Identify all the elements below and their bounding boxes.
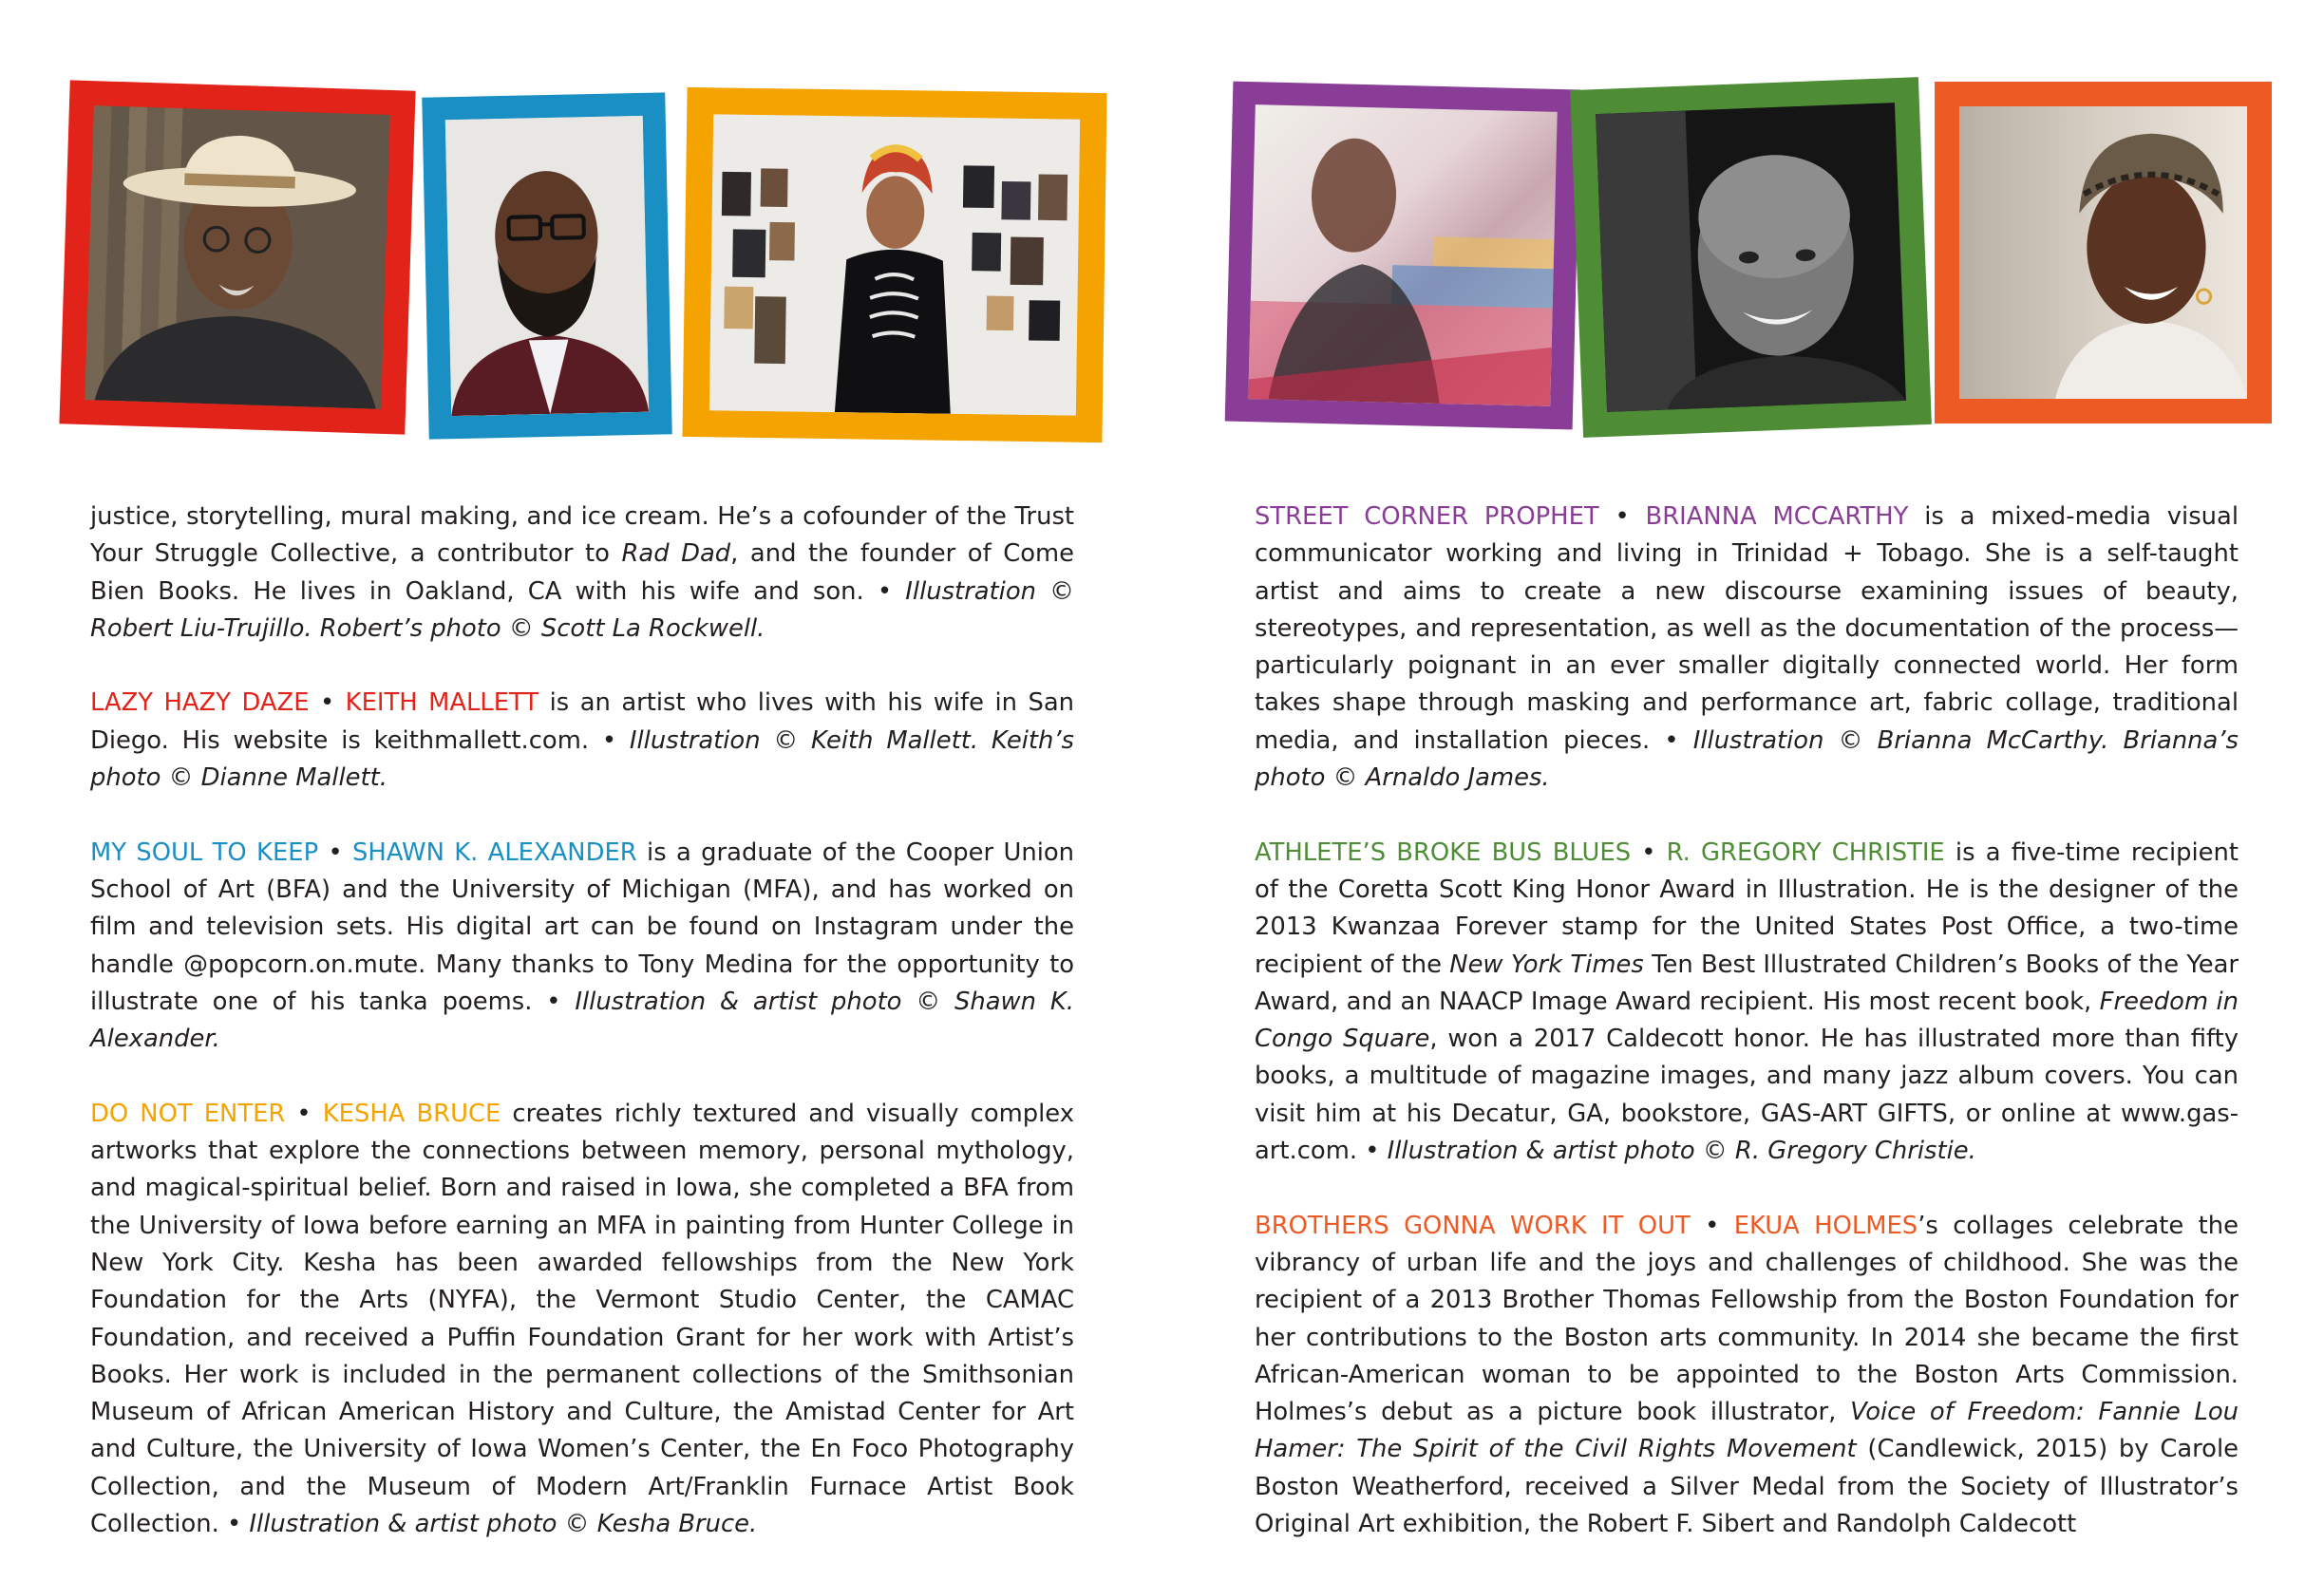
photo-credit: Illustration © Brianna McCarthy. Brianna’s photo © Arnaldo James. xyxy=(1255,726,2239,792)
publication-title: New York Times xyxy=(1449,950,1644,979)
artist-name: R. GREGORY CHRISTIE xyxy=(1667,838,1945,867)
photo-credit: Illustration © Robert Liu-Trujillo. Robert’s photo © Scott La Rockwell. xyxy=(90,577,1074,643)
bio-text: is a five-time recipient of the Coretta Scott King Honor Award in Illustration. He is the designer of the 2013 Kwanzaa Forever stamp for the United States Post Office, a two-time recipient of the xyxy=(1255,838,2239,979)
bullet-separator: • xyxy=(1691,1212,1734,1240)
photo-frame-gregory-christie xyxy=(1570,77,1932,438)
bio-ekua-holmes xyxy=(1255,1208,2239,1544)
bio-text: is a mixed-media visual communicator working and living in Trinidad + Tobago. She is a self-taught artist and aims to create a new discourse examining issues of beauty, stereotypes, and representation, as well as the documentation of the process—particularly poignant in an ever smaller digitally connected world. Her form takes shape through masking and performance art, fabric collage, traditional media, and installation pieces. • xyxy=(1255,502,2239,755)
bio-text: is an artist who lives with his wife in San Diego. His website is keithmallett.com. • xyxy=(90,688,1074,754)
portrait-kesha-bruce xyxy=(709,114,1080,415)
bullet-separator: • xyxy=(318,838,352,867)
portrait-ekua-holmes xyxy=(1959,106,2247,399)
portrait-keith-mallett xyxy=(85,105,390,409)
bullet-separator: • xyxy=(285,1100,322,1128)
bio-text: Ten Best Illustrated Children’s Books of the Year Award, and an NAACP Image Award recipient. His most recent book, xyxy=(1255,950,2239,1016)
bullet-separator: • xyxy=(1599,502,1646,531)
bio-text: , and the founder of Come Bien Books. He lives in Oakland, CA with his wife and son. • xyxy=(90,539,1074,605)
bullet-separator: • xyxy=(310,688,346,717)
bio-gregory-christie xyxy=(1255,835,2239,1171)
photo-frame-ekua-holmes xyxy=(1935,82,2272,423)
photo-credit: Illustration & artist photo © Shawn K. Alexander. xyxy=(90,988,1074,1053)
bullet-separator: • xyxy=(1631,838,1667,867)
bio-text: , won a 2017 Caldecott honor. He has illustrated more than fifty books, a multitude of magazine images, and many jazz album covers. You can visit him at his Decatur, GA, bookstore, GAS-ART GIFTS, or online at www.gas-art.com. • xyxy=(1255,1025,2239,1165)
photo-credit: Illustration & artist photo © R. Gregory Christie. xyxy=(1388,1137,1976,1165)
artist-name: KESHA BRUCE xyxy=(323,1100,501,1128)
bio-text: justice, storytelling, mural making, and ice cream. He’s a cofounder of the Trust Your Struggle Collective, a contributor to xyxy=(90,502,1074,568)
illustration-title: BROTHERS GONNA WORK IT OUT xyxy=(1255,1212,1691,1240)
portrait-brianna-mccarthy xyxy=(1248,104,1557,406)
artist-name: BRIANNA MCCARTHY xyxy=(1646,502,1909,531)
photo-frame-keith-mallett xyxy=(59,80,415,434)
photo-frame-brianna-mccarthy xyxy=(1225,82,1581,430)
photo-credit: Illustration © Keith Mallett. Keith’s photo © Dianne Mallett. xyxy=(90,726,1074,792)
bio-robert-continued xyxy=(90,499,1074,648)
photo-frame-shawn-alexander xyxy=(422,92,671,439)
portrait-gregory-christie xyxy=(1596,103,1906,412)
book-title: Voice of Freedom: Fannie Lou Hamer: The Spirit of the Civil Rights Movement xyxy=(1255,1398,2239,1463)
illustration-title: LAZY HAZY DAZE xyxy=(90,688,310,717)
right-column xyxy=(1255,499,2239,1581)
bio-brianna-mccarthy xyxy=(1255,499,2239,797)
book-title: Freedom in Congo Square xyxy=(1255,988,2239,1053)
bio-text: is a graduate of the Cooper Union School of Art (BFA) and the University of Michigan (MFA), and has worked on film and television sets. His digital art can be found on Instagram under the handle @popcorn.on.mute. Many thanks to Tony Medina for the opportunity to illustrate one of his tanka poems. • xyxy=(90,838,1074,1016)
bio-text: (Candlewick, 2015) by Carole Boston Weatherford, received a Silver Medal from the Society of Illustrator’s Original Art exhibition, the Robert F. Sibert and Randolph Caldecott xyxy=(1255,1435,2239,1538)
bio-shawn-alexander xyxy=(90,835,1074,1059)
left-column xyxy=(90,499,1074,1581)
illustration-title: MY SOUL TO KEEP xyxy=(90,838,318,867)
artist-name: EKUA HOLMES xyxy=(1734,1212,1918,1240)
book-title: Rad Dad xyxy=(621,539,730,568)
photo-credit: Illustration & artist photo © Kesha Bruce. xyxy=(249,1510,757,1538)
bio-kesha-bruce xyxy=(90,1096,1074,1544)
artist-name: KEITH MALLETT xyxy=(346,688,538,717)
bio-keith-mallett xyxy=(90,685,1074,797)
portrait-shawn-alexander xyxy=(445,116,649,416)
bio-text: creates richly textured and visually complex artworks that explore the connections between memory, personal mythology, and magical-spiritual belief. Born and raised in Iowa, she completed a BFA from the University of Iowa before earning an MFA in painting from Hunter College in New York City. Kesha has been awarded fellowships from the New York Foundation for the Arts (NYFA), the Vermont Studio Center, the CAMAC Foundation, and received a Puffin Foundation Grant for her work with Artist’s Books. Her work is included in the permanent collections of the Smithsonian Museum of African American History and Culture, the Amistad Center for Art and Culture, the University of Iowa Women’s Center, the En Foco Photography Collection, and the Museum of Modern Art/Franklin Furnace Artist Book Collection. • xyxy=(90,1100,1074,1538)
artist-name: SHAWN K. ALEXANDER xyxy=(352,838,637,867)
photo-frame-kesha-bruce xyxy=(682,87,1106,442)
illustration-title: ATHLETE’S BROKE BUS BLUES xyxy=(1255,838,1631,867)
illustration-title: STREET CORNER PROPHET xyxy=(1255,502,1599,531)
bio-text: ’s collages celebrate the vibrancy of urban life and the joys and challenges of childhood. She was the recipient of a 2013 Brother Thomas Fellowship from the Boston Foundation for her contributions to the Boston arts community. In 2014 she became the first African-American woman to be appointed to the Boston Arts Commission. Holmes’s debut as a picture book illustrator, xyxy=(1255,1212,2239,1426)
illustration-title: DO NOT ENTER xyxy=(90,1100,285,1128)
